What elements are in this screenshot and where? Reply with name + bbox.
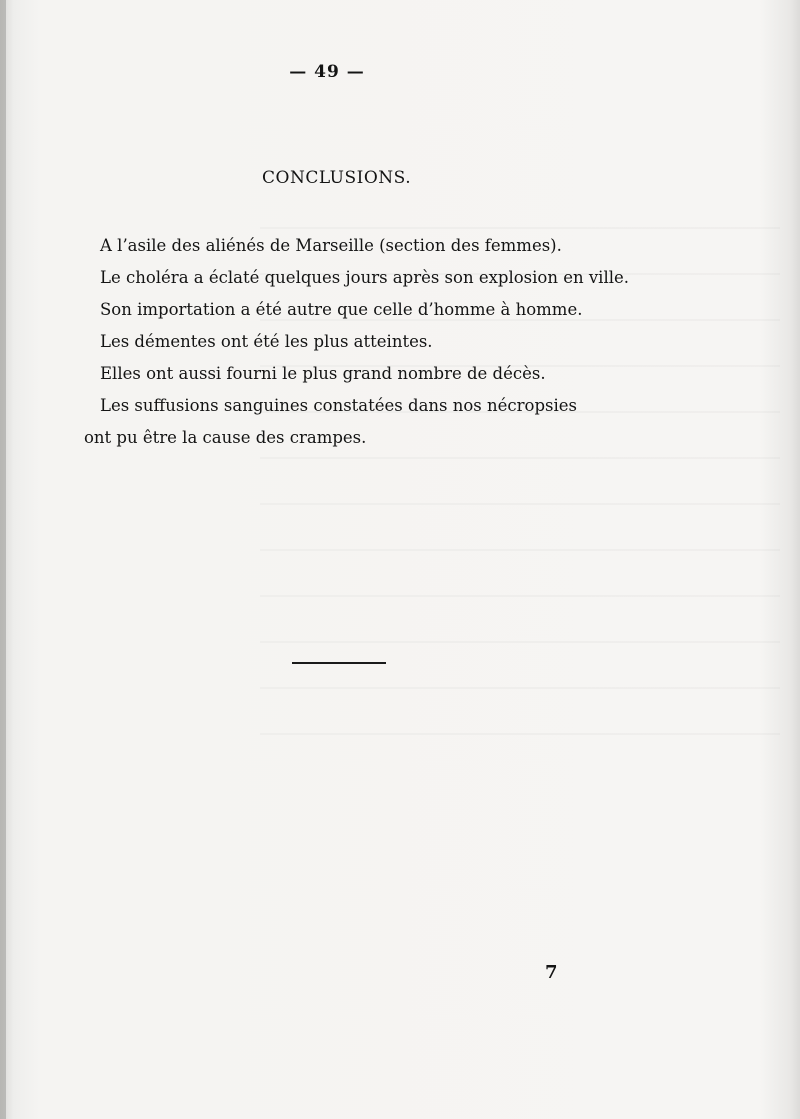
signature-mark: 7 xyxy=(545,962,558,983)
page-number: — 49 — xyxy=(289,62,365,82)
section-heading: CONCLUSIONS. xyxy=(262,168,412,188)
paragraph: Les suffusions sanguines constatées dans nos nécropsies ont pu être la cause des crampes. xyxy=(84,396,578,447)
paragraph: Les démentes ont été les plus atteintes. xyxy=(100,332,433,351)
paragraph: Son importation a été autre que celle d’homme à homme. xyxy=(100,300,583,319)
closing-rule xyxy=(292,662,386,664)
paragraph: Le choléra a éclaté quelques jours après son explosion en ville. xyxy=(100,268,630,287)
conclusions-text xyxy=(84,230,630,454)
page-edge-shadow xyxy=(0,0,6,1119)
paragraph: Elles ont aussi fourni le plus grand nombre de décès. xyxy=(100,364,546,383)
paragraph: A l’asile des aliénés de Marseille (section des femmes). xyxy=(100,236,562,255)
